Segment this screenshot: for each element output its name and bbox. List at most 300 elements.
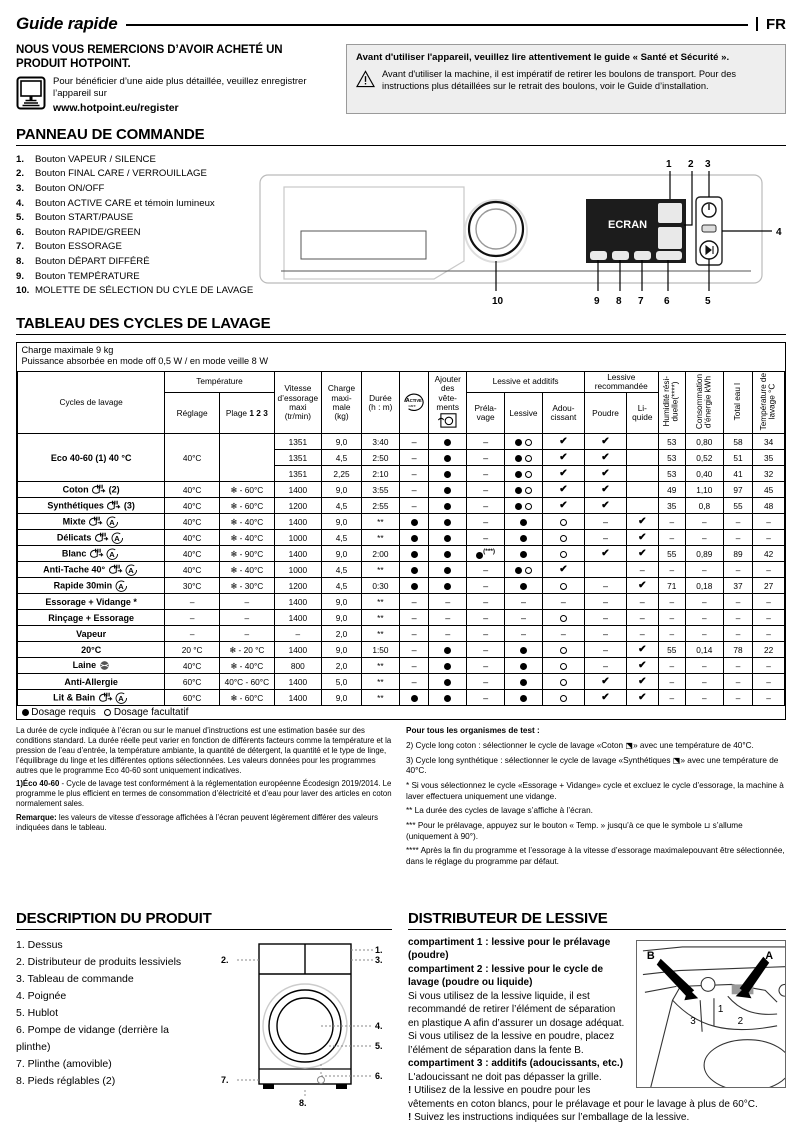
- cp-num: 8.: [16, 255, 25, 267]
- note-eco-text: - Cycle de lavage test conformément à la réglementation européenne Écodesign 2019/2014. Le programme le plus efficient en termes de consommation d’électricité et d’eau pour laver des articles en coton normalement sales.: [16, 779, 392, 809]
- cycle-prewash: –: [467, 562, 505, 578]
- cycle-duration: **: [361, 562, 399, 578]
- svg-text:A: A: [108, 517, 115, 527]
- wm-callout-2: 2.: [221, 954, 229, 965]
- cycle-detergent: [505, 450, 543, 466]
- cycle-prewash: –: [467, 610, 505, 626]
- cycle-detergent: [505, 578, 543, 594]
- th-reglage: Réglage: [165, 393, 220, 434]
- cycle-detergent: [505, 562, 543, 578]
- wm-callout-5: 5.: [375, 1040, 383, 1051]
- cycle-plage: –: [219, 626, 274, 642]
- cycle-duration: **: [361, 658, 399, 674]
- exclamation-icon: !: [408, 1112, 412, 1124]
- th-cycles: Cycles de lavage: [18, 371, 165, 433]
- cycle-load: 9,0: [322, 594, 362, 610]
- product-description-block: [16, 898, 392, 1125]
- cycle-water: 41: [723, 466, 752, 482]
- cycle-spin: 1351: [274, 466, 321, 482]
- cp-label: Bouton FINAL CARE / VERROUILLAGE: [35, 168, 207, 180]
- page-header: [16, 14, 786, 34]
- cycle-water: –: [723, 674, 752, 690]
- cycle-active-care: –: [399, 450, 428, 466]
- control-panel-title: PANNEAU DE COMMANDE: [16, 125, 205, 143]
- cycle-duration: **: [361, 594, 399, 610]
- th-active-care: [399, 371, 428, 433]
- cycle-liquid: –: [627, 610, 659, 626]
- cycle-add-clothes: [429, 530, 467, 546]
- cp-item-8: [16, 255, 256, 270]
- cycle-residual: –: [658, 690, 685, 706]
- cycle-name: Mixte A: [18, 514, 165, 530]
- legend-circle-icon: [104, 709, 111, 716]
- dispenser-warning-2-text: Suivez les instructions indiquées sur l’emballage de la lessive.: [414, 1112, 690, 1124]
- callout-10: 10: [492, 295, 504, 307]
- cycle-name: Anti-Tache 40° A: [18, 562, 165, 578]
- cycle-duration: **: [361, 514, 399, 530]
- cycle-powder: –: [584, 610, 626, 626]
- cycle-prewash: –: [467, 594, 505, 610]
- callout-3: 3: [705, 158, 711, 170]
- cycle-add-clothes: [429, 546, 467, 562]
- active-care-icon: [402, 392, 426, 412]
- th-energy: Consommation d'énergie kWh: [685, 371, 723, 433]
- garment-icon: [108, 564, 123, 576]
- cycle-liquid: ✔: [627, 658, 659, 674]
- list-item: 5. Hublot: [16, 1006, 59, 1019]
- warning-title: Avant d'utiliser l'appareil, veuillez lire attentivement le guide « Santé et Sécurité ».: [356, 52, 730, 63]
- cycle-powder: ✔: [584, 482, 626, 498]
- dispenser-warning-1-text: Utilisez de la lessive en poudre pour les vêtements en coton blancs, pour le prélavage et pour le lavage à plus de 60°C.: [408, 1085, 758, 1110]
- cycle-softener: [542, 674, 584, 690]
- list-item: 1. Dessus: [16, 938, 63, 951]
- cycle-liquid: ✔: [627, 642, 659, 658]
- cycle-spin: 1400: [274, 690, 321, 706]
- cycle-energy: 0,89: [685, 546, 723, 562]
- cycle-wash-temp: 42: [753, 546, 785, 562]
- bottom-section: [16, 898, 786, 1125]
- cycle-wash-temp: 34: [753, 434, 785, 450]
- cycle-plage: ❄ - 60°C: [219, 482, 274, 498]
- circle-a-icon: [115, 692, 129, 704]
- cycle-load: 2,0: [322, 658, 362, 674]
- cp-item-2: [16, 167, 256, 182]
- cycle-powder: –: [584, 626, 626, 642]
- cycle-water: –: [723, 562, 752, 578]
- cycle-detergent: [505, 674, 543, 690]
- dispenser-block: [408, 898, 786, 1125]
- cycle-powder: ✔: [584, 690, 626, 706]
- cycle-prewash: –: [467, 466, 505, 482]
- cycle-duration: 3:40: [361, 434, 399, 450]
- cycle-plage: ❄ - 40°C: [219, 658, 274, 674]
- cycle-powder: ✔: [584, 498, 626, 514]
- cycle-add-clothes: [429, 642, 467, 658]
- cycle-duration: **: [361, 530, 399, 546]
- cycle-energy: –: [685, 690, 723, 706]
- cycle-powder: ✔: [584, 450, 626, 466]
- cycle-energy: 1,10: [685, 482, 723, 498]
- garment-icon: [91, 484, 106, 496]
- cp-item-10: [16, 284, 256, 299]
- cp-label: Bouton ACTIVE CARE et témoin lumineux: [35, 197, 215, 209]
- cycle-residual: 49: [658, 482, 685, 498]
- register-text: Pour bénéficier d’une aide plus détaillée, veuillez enregistrer l’appareil sur: [53, 76, 307, 99]
- notes-left: [16, 726, 392, 871]
- dispenser-label-3: 3: [690, 1015, 696, 1027]
- cp-num: 6.: [16, 226, 25, 238]
- control-panel-section: [16, 153, 786, 307]
- cycle-softener: ✔: [542, 434, 584, 450]
- cycle-plage: ❄ - 20 °C: [219, 642, 274, 658]
- cycle-wash-temp: –: [753, 530, 785, 546]
- cycle-liquid: ✔: [627, 578, 659, 594]
- dispenser-title: DISTRIBUTEUR DE LESSIVE: [408, 909, 608, 927]
- cycle-plage: ❄ - 30°C: [219, 578, 274, 594]
- washing-machine-svg: [217, 930, 392, 1110]
- cycle-liquid: ✔: [627, 530, 659, 546]
- cycle-residual: 55: [658, 642, 685, 658]
- cycle-wash-temp: 35: [753, 450, 785, 466]
- cycle-name: Lit & Bain A: [18, 690, 165, 706]
- cycles-table-wrap: [16, 342, 786, 720]
- cycle-spin: 1400: [274, 674, 321, 690]
- cycle-spin: 1351: [274, 450, 321, 466]
- cycle-liquid: –: [627, 594, 659, 610]
- cycle-add-clothes: –: [429, 610, 467, 626]
- cycles-table-rule: [16, 334, 786, 335]
- cycle-name: Vapeur: [18, 626, 165, 642]
- cycle-energy: –: [685, 626, 723, 642]
- cycle-reglage: 40°C: [165, 498, 220, 514]
- cycle-wash-temp: –: [753, 626, 785, 642]
- circle-a-icon: [111, 532, 125, 544]
- cycle-load: 4,5: [322, 562, 362, 578]
- cycle-reglage: 60°C: [165, 674, 220, 690]
- th-detergent: Lessive: [505, 393, 543, 434]
- wool-icon: [99, 660, 110, 671]
- cycle-powder: –: [584, 514, 626, 530]
- cycle-softener: [542, 642, 584, 658]
- cycle-reglage: 30°C: [165, 578, 220, 594]
- cycle-liquid: ✔: [627, 514, 659, 530]
- cycle-prewash: –: [467, 658, 505, 674]
- cycle-liquid: –: [627, 562, 659, 578]
- test-bodies-title: Pour tous les organismes de test :: [406, 726, 540, 736]
- cycle-detergent: [505, 530, 543, 546]
- cycle-spin: 1400: [274, 482, 321, 498]
- cp-item-3: [16, 182, 256, 197]
- dispenser-warning-2: [408, 1111, 786, 1125]
- cycle-wash-temp: –: [753, 610, 785, 626]
- table-row: [18, 514, 785, 530]
- cycle-name: 20°C: [18, 642, 165, 658]
- cycle-powder: ✔: [584, 546, 626, 562]
- cycle-load: 9,0: [322, 690, 362, 706]
- cycle-residual: 53: [658, 434, 685, 450]
- product-description-title: DESCRIPTION DU PRODUIT: [16, 909, 212, 927]
- monitor-icon: [16, 76, 46, 110]
- circle-a-icon: [125, 564, 139, 576]
- safety-warning-box: [346, 44, 786, 114]
- cycle-name: Blanc A: [18, 546, 165, 562]
- garment-icon: [94, 532, 109, 544]
- cycle-liquid: [627, 466, 659, 482]
- cycle-residual: –: [658, 610, 685, 626]
- table-row: [18, 674, 785, 690]
- table-info-cell: [18, 343, 785, 372]
- table-legend-cell: [18, 706, 785, 720]
- cycle-spin: 1400: [274, 610, 321, 626]
- cp-label: MOLETTE DE SÉLECTION DU CYLE DE LAVAGE: [35, 285, 254, 297]
- table-row: [18, 658, 785, 674]
- cycle-energy: 0,52: [685, 450, 723, 466]
- svg-text:ACTIVE: ACTIVE: [405, 397, 422, 404]
- cycle-add-clothes: [429, 498, 467, 514]
- header-tick: [756, 17, 758, 31]
- cycle-water: –: [723, 594, 752, 610]
- cycle-prewash: –: [467, 626, 505, 642]
- th-softener: Adou- cissant: [542, 393, 584, 434]
- cycle-prewash: –: [467, 690, 505, 706]
- notes-section: [16, 726, 786, 871]
- cycle-residual: –: [658, 562, 685, 578]
- cycle-energy: –: [685, 530, 723, 546]
- cycle-detergent: [505, 498, 543, 514]
- footnote-3star: *** Pour le prélavage, appuyez sur le bouton « Temp. » jusqu’à ce que le symbole ⊔ s’allume (uniquement à 90°).: [406, 820, 743, 841]
- cycle-add-clothes: –: [429, 594, 467, 610]
- dispenser-figure: [636, 940, 786, 1088]
- note-duration-disclaimer: La durée de cycle indiquée à l’écran ou sur le manuel d’instructions est une estimation basée sur des conditions standard. La durée réelle peut varier en fonction de différents facteurs comme la température et la pression de l’eau d’entrée, la température ambiante, la quantité de détergent, la quantité et le type de linge, l’équilibrage du linge et les différentes options sélectionnées. Les valeurs données pour les programmes autres que le programme Eco 40-60 sont uniquement indicatives.: [16, 726, 392, 775]
- cycle-reglage: 40°C: [165, 658, 220, 674]
- cycle-prewash: –: [467, 642, 505, 658]
- cycle-liquid: [627, 482, 659, 498]
- cp-num: 5.: [16, 212, 25, 224]
- cycle-active-care: –: [399, 642, 428, 658]
- cycle-energy: 0,40: [685, 466, 723, 482]
- cycle-name: Laine: [18, 658, 165, 674]
- cycle-spin: 800: [274, 658, 321, 674]
- cycle-reglage: 40°C: [165, 546, 220, 562]
- cycle-reglage: 40°C: [165, 482, 220, 498]
- cycle-add-clothes: [429, 690, 467, 706]
- cycle-wash-temp: –: [753, 562, 785, 578]
- cycle-active-care: [399, 546, 428, 562]
- cycle-detergent: –: [505, 594, 543, 610]
- cycle-prewash: –: [467, 450, 505, 466]
- cycle-name: Rapide 30min A: [18, 578, 165, 594]
- cycles-table: [17, 343, 785, 719]
- cycle-add-clothes: –: [429, 626, 467, 642]
- control-panel-svg: [256, 153, 786, 308]
- cp-label: Bouton RAPIDE/GREEN: [35, 226, 141, 238]
- cycle-residual: –: [658, 514, 685, 530]
- warning-triangle-icon: [356, 70, 375, 88]
- cycle-water: 37: [723, 578, 752, 594]
- cycles-table-title: TABLEAU DES CYCLES DE LAVAGE: [16, 314, 271, 332]
- table-header-row-1: [18, 371, 785, 392]
- table-row: [18, 610, 785, 626]
- callout-8: 8: [616, 295, 622, 307]
- footnote-2star: ** La durée des cycles de lavage s’affiche à l’écran.: [406, 806, 593, 816]
- cycle-duration: 2:50: [361, 450, 399, 466]
- cycle-energy: 0,8: [685, 498, 723, 514]
- dispenser-label-A: A: [765, 949, 774, 962]
- cycle-softener: ✔: [542, 498, 584, 514]
- cycle-name: Coton (2): [18, 482, 165, 498]
- cycle-spin: 1400: [274, 514, 321, 530]
- screen-label: ECRAN: [608, 218, 648, 231]
- cycle-water: 89: [723, 546, 752, 562]
- cycle-water: 78: [723, 642, 752, 658]
- cycle-powder: –: [584, 642, 626, 658]
- cycle-detergent: [505, 546, 543, 562]
- cycle-reglage: 60°C: [165, 690, 220, 706]
- cycle-active-care: [399, 690, 428, 706]
- cycle-residual: 71: [658, 578, 685, 594]
- cycle-duration: 2:10: [361, 466, 399, 482]
- table-row: [18, 626, 785, 642]
- table-row: [18, 434, 785, 450]
- cycle-softener: –: [542, 626, 584, 642]
- cycle-reglage: –: [165, 626, 220, 642]
- cycle-spin: 1351: [274, 434, 321, 450]
- cycle-load: 9,0: [322, 514, 362, 530]
- cycle-duration: 1:50: [361, 642, 399, 658]
- cycle-energy: 0,80: [685, 434, 723, 450]
- cycle-active-care: –: [399, 594, 428, 610]
- cycle-residual: 35: [658, 498, 685, 514]
- table-legend-row: [18, 706, 785, 720]
- cycle-detergent: [505, 514, 543, 530]
- legend-required-label: Dosage requis: [31, 707, 96, 719]
- table-row: [18, 482, 785, 498]
- cycle-liquid: ✔: [627, 690, 659, 706]
- callout-2: 2: [688, 158, 694, 170]
- cycle-spin: 1400: [274, 642, 321, 658]
- dispenser-label-B: B: [646, 949, 655, 962]
- cycle-detergent: [505, 482, 543, 498]
- table-row: [18, 594, 785, 610]
- cycle-powder: ✔: [584, 674, 626, 690]
- cycle-water: –: [723, 610, 752, 626]
- note-eco-label: 1)Éco 40-60: [16, 779, 60, 789]
- wm-callout-7: 7.: [221, 1074, 229, 1085]
- note-eco: [16, 779, 392, 808]
- cycle-plage: –: [219, 594, 274, 610]
- cycle-residual: –: [658, 658, 685, 674]
- cycle-reglage: 40°C: [165, 562, 220, 578]
- cycle-softener: [542, 690, 584, 706]
- svg-text:A: A: [109, 549, 116, 559]
- footnote-4star: **** Après la fin du programme et l’essorage à la vitesse d’essorage maximalepouvant être sélectionnée, dans le réglage du programme par défaut.: [406, 846, 785, 866]
- table-row: [18, 562, 785, 578]
- garment-icon: [89, 548, 104, 560]
- register-url[interactable]: www.hotpoint.eu/register: [53, 101, 179, 114]
- exclamation-icon: !: [408, 1085, 412, 1097]
- cycle-active-care: –: [399, 434, 428, 450]
- cycle-load: 4,5: [322, 530, 362, 546]
- dispenser-warning-1: [408, 1084, 786, 1111]
- cycle-duration: **: [361, 690, 399, 706]
- cycle-water: –: [723, 658, 752, 674]
- cycle-plage: ❄ - 60°C: [219, 498, 274, 514]
- control-panel-diagram: [256, 153, 786, 307]
- footnote-star: * Si vous sélectionnez le cycle «Essorage + Vidange» cycle et excluez le cycle d’essorage, la machine à laver effectuera uniquement une vidange.: [406, 781, 784, 801]
- cp-label: Bouton VAPEUR / SILENCE: [35, 153, 156, 165]
- svg-text:care: care: [408, 403, 416, 408]
- cycle-liquid: [627, 434, 659, 450]
- cycle-plage: ❄ - 40°C: [219, 530, 274, 546]
- cp-num: 7.: [16, 241, 25, 253]
- cycle-softener: ✔: [542, 466, 584, 482]
- cp-label: Bouton DÉPART DIFFÉRÉ: [35, 255, 150, 267]
- cycle-spin: 1000: [274, 530, 321, 546]
- cycle-liquid: –: [627, 626, 659, 642]
- cycle-residual: 53: [658, 466, 685, 482]
- language-code: FR: [766, 15, 786, 33]
- cycle-spin: 1400: [274, 546, 321, 562]
- list-item: 6. Pompe de vidange (derrière la plinthe): [16, 1023, 169, 1053]
- compartment-3-label: compartiment 3 : additifs (adoucissants, etc.): [408, 1058, 624, 1070]
- cycle-plage: ❄ - 60°C: [219, 690, 274, 706]
- cycle-load: 5,0: [322, 674, 362, 690]
- cycle-add-clothes: [429, 674, 467, 690]
- cycle-softener: [542, 514, 584, 530]
- callout-1: 1: [666, 158, 672, 170]
- th-powder: Poudre: [584, 393, 626, 434]
- garment-icon: [98, 692, 113, 704]
- cycle-load: 9,0: [322, 434, 362, 450]
- cycle-active-care: [399, 562, 428, 578]
- cycle-residual: 55: [658, 546, 685, 562]
- cycle-add-clothes: [429, 450, 467, 466]
- th-water: Total eau l: [723, 371, 752, 433]
- cycle-prewash: –: [467, 434, 505, 450]
- wm-callout-4: 4.: [375, 1020, 383, 1031]
- cycle-wash-temp: 27: [753, 578, 785, 594]
- garment-icon: [106, 500, 121, 512]
- cycle-powder: ✔: [584, 434, 626, 450]
- th-duration: Durée (h : m): [361, 371, 399, 433]
- cycle-detergent: [505, 690, 543, 706]
- list-item: 2. Distributeur de produits lessiviels: [16, 955, 182, 968]
- cycle-wash-temp: 45: [753, 482, 785, 498]
- cp-num: 1.: [16, 153, 25, 165]
- cycle-load: 4,5: [322, 450, 362, 466]
- cycle-plage: ❄ - 40°C: [219, 562, 274, 578]
- cp-label: Bouton TEMPÉRATURE: [35, 270, 140, 282]
- intro-left: [16, 44, 336, 114]
- cycle-powder: [584, 562, 626, 578]
- note-remark-label: Remarque:: [16, 812, 57, 822]
- cycle-energy: –: [685, 610, 723, 626]
- dispenser-text: [408, 936, 786, 1125]
- cycle-liquid: ✔: [627, 674, 659, 690]
- cycle-detergent: –: [505, 610, 543, 626]
- table-info-row: [18, 343, 785, 372]
- cycle-load: 9,0: [322, 482, 362, 498]
- legend-optional-label: Dosage facultatif: [113, 707, 189, 719]
- table-row: [18, 642, 785, 658]
- th-recommended-group: Lessive recommandée: [584, 371, 658, 392]
- cycle-spin: 1400: [274, 594, 321, 610]
- list-item: 7. Plinthe (amovible): [16, 1057, 112, 1070]
- cycle-liquid: [627, 498, 659, 514]
- cp-item-4: [16, 197, 256, 212]
- compartment-2-label: compartiment 2 : lessive pour le cycle de lavage (poudre ou liquide): [408, 963, 604, 989]
- svg-text:A: A: [114, 533, 121, 543]
